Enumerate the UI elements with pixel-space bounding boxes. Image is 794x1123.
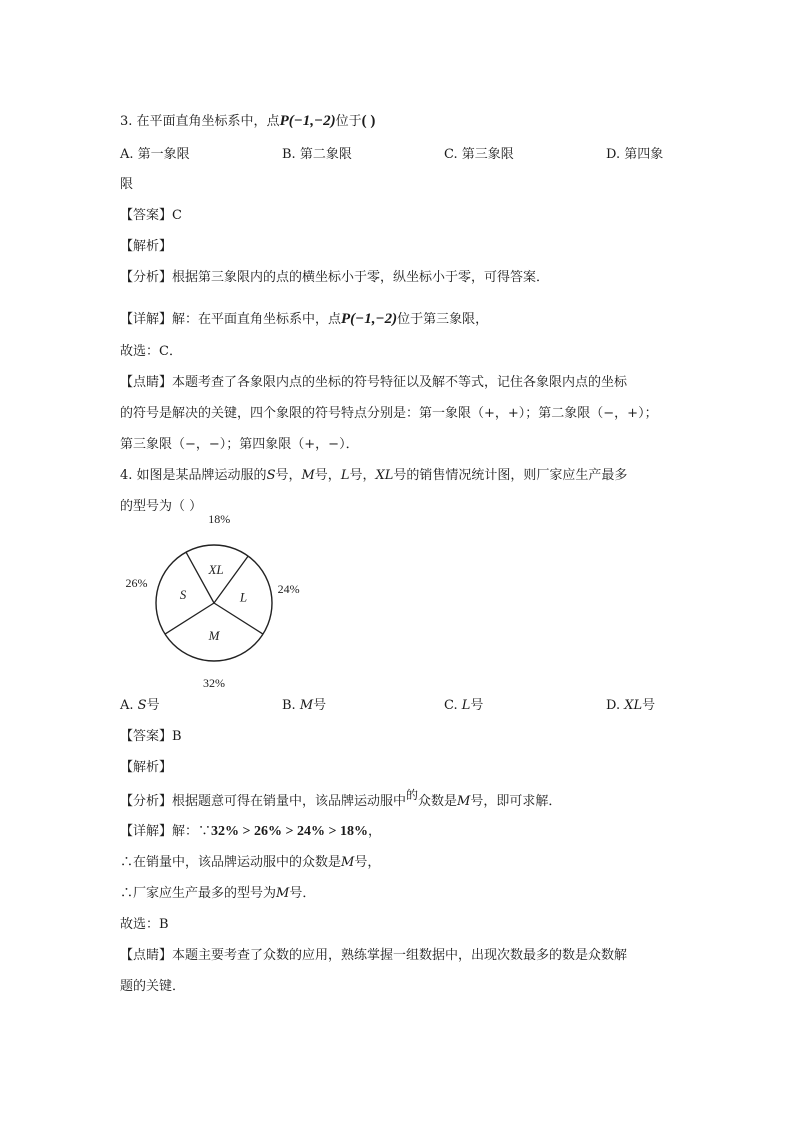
q3-option-a: A. 第一象限 [120,147,190,162]
q4-answer: 【答案】B [120,729,182,744]
q3-analysis-title: 【解析】 [120,239,173,254]
q4-therefore-1: ∴在销量中，该品牌运动服中的众数是M号， [120,855,381,870]
q4-stem-1: 4. 如图是某品牌运动服的S号，M号，L号，XL号的销售情况统计图，则厂家应生产最多 [120,468,628,483]
q3-option-d-wrap: 限 [120,177,134,192]
q3-detail: 【详解】解：在平面直角坐标系中，点P(−1,−2)位于第三象限， [120,311,489,327]
q4-option-c: C. L号 [444,698,484,713]
pie-percent-label-s: 26% [125,576,148,591]
q3-detail-point: P(−1,−2) [341,311,398,327]
q4-analysis-title: 【解析】 [120,760,173,775]
q4-therefore-2: ∴厂家应生产最多的型号为M号． [120,886,316,901]
pie-percent-label-m: 32% [203,676,225,690]
q3-comment-3: 第三象限（−，−）；第四象限（+，−）． [120,437,359,452]
pie-divider-s [165,603,214,634]
q3-number: 3. [120,114,133,129]
q3-stem-text: 在平面直角坐标系中，点 [136,114,280,129]
q3-option-b: B. 第二象限 [282,147,352,162]
pie-percent-label-xl: 18% [208,512,231,527]
pie-divider-m [214,603,263,634]
q3-answer: 【答案】C [120,208,182,223]
q3-choose: 故选：C． [120,344,182,359]
q4-choose: 故选：B [120,917,169,932]
pie-percent-label-l: 24% [277,581,300,596]
q4-fenxi: 【分析】根据题意可得在销量中，该品牌运动服中的众数是M号，即可求解． [120,788,562,809]
q4-detail: 【详解】解：∵32% > 26% > 24% > 18%， [120,824,381,839]
q3-fenxi: 【分析】根据第三象限内的点的横坐标小于零，纵坐标小于零，可得答案． [120,270,550,285]
pie-sector-label-xl: XL [208,562,224,578]
pie-sector-label-s: S [179,587,187,603]
q4-option-a: A. S号 [120,698,160,713]
q3-stem-after: 位于 [335,114,362,129]
pie-divider-xl [186,552,214,603]
q3-comment-1: 【点睛】本题考查了各象限内点的坐标的符号特征以及解不等式，记住各象限内点的坐标 [120,375,628,390]
q3-blank: ( ) [361,113,376,129]
q4-inequality: 32% > 26% > 24% > 18% [211,824,368,839]
q3-stem [120,112,375,131]
q3-point-formula: P(−1,−2) [279,113,336,129]
q4-comment-2: 题的关键． [120,979,186,994]
pie-chart [110,512,330,690]
q4-option-d: D. XL号 [606,698,656,713]
q4-option-b: B. M号 [282,698,327,713]
q3-option-d: D. 第四象 [606,147,664,162]
pie-sector-label-l: L [239,589,248,605]
pie-sector-label-m: M [208,628,220,643]
q3-option-c: C. 第三象限 [444,147,514,162]
q4-stem-2: 的型号为（ ） [120,499,203,514]
q3-comment-2: 的符号是解决的关键，四个象限的符号特点分别是：第一象限（+，+）；第二象限（−，+）； [120,406,658,421]
q4-comment-1: 【点睛】本题主要考查了众数的应用，熟练掌握一组数据中，出现次数最多的数是众数解 [120,948,628,963]
